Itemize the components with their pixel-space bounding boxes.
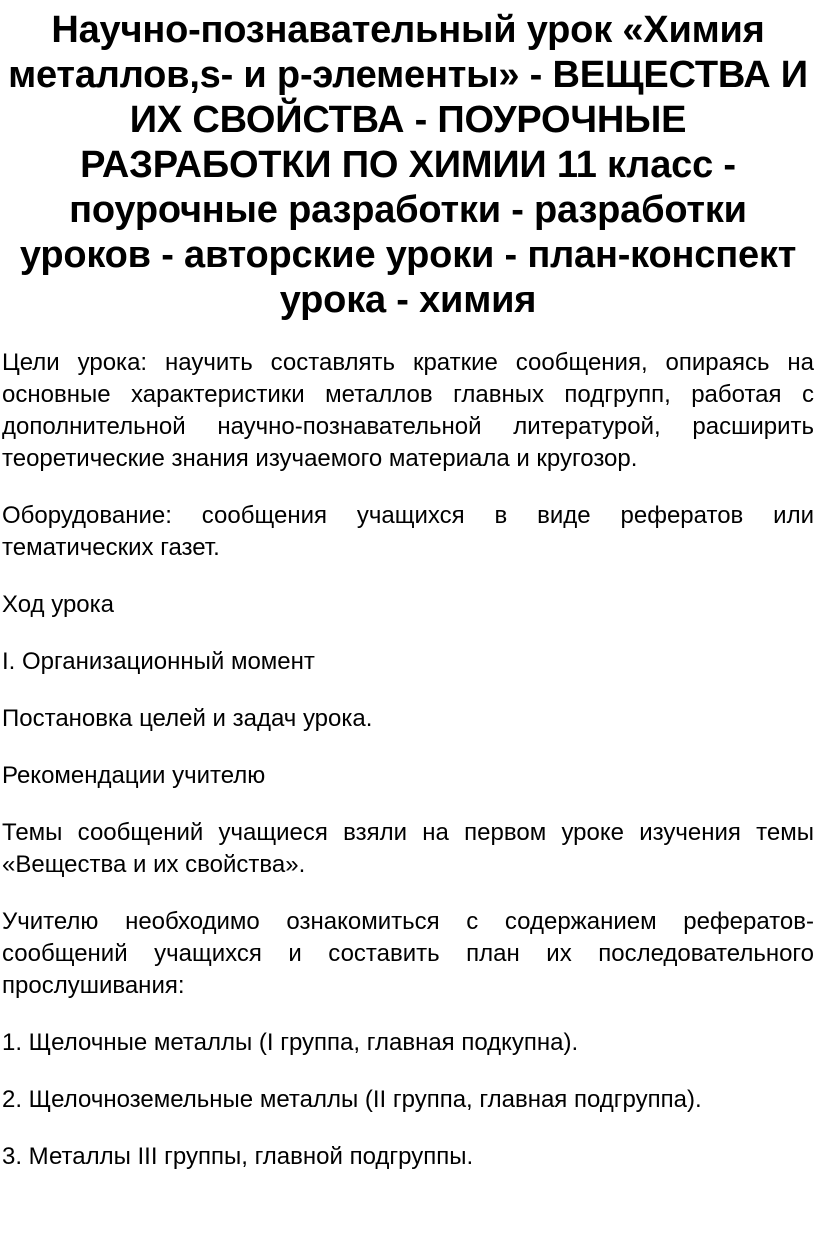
- teacher-instructions-paragraph: Учителю необходимо ознакомиться с содержанием рефератов-сообщений учащихся и составить план их последовательного прослушивания:: [2, 908, 814, 999]
- lesson-progress-heading: Ход урока: [2, 591, 115, 618]
- plan-item-2: 2. Щелочноземельные металлы (II группа, главная подгруппа).: [2, 1086, 702, 1113]
- document-body: [2, 347, 814, 1173]
- goals-setting-paragraph: Постановка целей и задач урока.: [2, 705, 373, 732]
- topics-paragraph: Темы сообщений учащиеся взяли на первом уроке изучения темы «Вещества и их свойства».: [2, 819, 814, 878]
- teacher-recommendations-heading: Рекомендации учителю: [2, 762, 266, 789]
- organizational-moment-heading: I. Организационный момент: [2, 648, 315, 675]
- plan-item-1: 1. Щелочные металлы (I группа, главная подкупна).: [2, 1029, 579, 1056]
- equipment-paragraph: Оборудование: сообщения учащихся в виде рефератов или тематических газет.: [2, 502, 814, 561]
- plan-item-3: 3. Металлы III группы, главной подгруппы.: [2, 1143, 474, 1170]
- document-title: Научно-познавательный урок «Химия металлов,s- и p-элементы» - ВЕЩЕСТВА И ИХ СВОЙСТВА - ПОУРОЧНЫЕ РАЗРАБОТКИ ПО ХИМИИ 11 класс - поурочные разработки - разработки уроков - авторские уроки - план-конспект урока - химия: [8, 9, 808, 321]
- lesson-goals-paragraph: Цели урока: научить составлять краткие сообщения, опираясь на основные характеристики металлов главных подгрупп, работая с дополнительной научно-познавательной литературой, расширить теоретические знания изучаемого материала и кругозор.: [2, 349, 814, 472]
